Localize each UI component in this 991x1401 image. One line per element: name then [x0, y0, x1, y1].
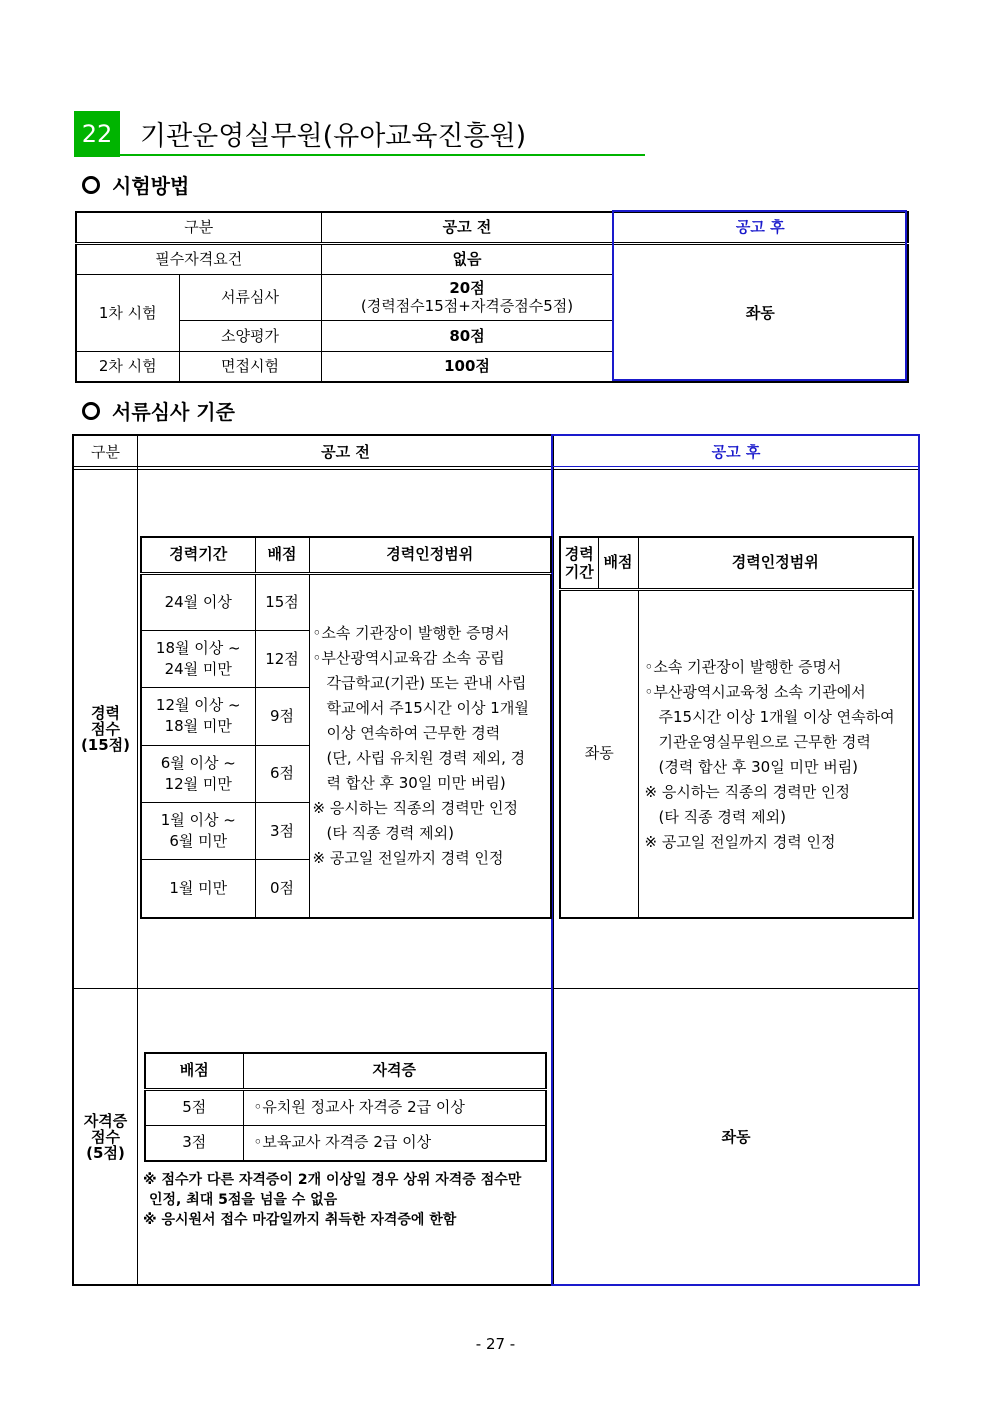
range-line: ※ 응시하는 직종의 경력만 인정 — [312, 798, 519, 817]
period-line: 6월 이상 ~ — [160, 753, 236, 772]
header-score: 배점 — [255, 537, 309, 573]
header-before: 공고 전 — [321, 212, 613, 243]
cert-cell: ◦보육교사 자격증 2급 이상 — [243, 1125, 546, 1161]
cert-before-table — [144, 1052, 547, 1162]
period-line: 1월 이상 ~ — [160, 811, 236, 830]
circle-bullet-icon — [82, 176, 100, 194]
range-line: 기관운영실무원으로 근무한 경력 — [658, 732, 871, 751]
period-line: 12월 이상 ~ — [155, 696, 241, 715]
period-cell — [141, 860, 255, 918]
header-career-range: 경력인정범위 — [638, 537, 913, 589]
career-label-line: 경력 — [91, 704, 120, 722]
header-line: 기간 — [564, 562, 594, 581]
header-career-range: 경력인정범위 — [309, 537, 551, 573]
header-gubun: 구분 — [76, 212, 321, 243]
section-heading-document-criteria — [82, 396, 235, 425]
cert-after-same: 좌동 — [721, 1128, 751, 1146]
section-title: 서류심사 기준 — [112, 400, 235, 424]
period-cell — [141, 802, 255, 859]
header-career-period — [560, 537, 598, 589]
score-cell: 5점 — [145, 1089, 243, 1125]
row-label-certificate — [74, 989, 137, 1284]
range-line: (경력 합산 후 30일 미만 버림) — [658, 757, 859, 776]
doc-score: 20점 — [449, 279, 485, 297]
circle-bullet-icon — [82, 402, 100, 420]
period-cell — [141, 573, 255, 630]
career-range-cell — [309, 573, 551, 918]
score-cell: 0점 — [255, 860, 309, 918]
career-after-table — [559, 536, 914, 919]
range-line: ※ 공고일 전일까지 경력 인정 — [644, 832, 836, 851]
label-aptitude: 소양평가 — [179, 320, 321, 351]
period-cell — [141, 630, 255, 687]
page-title: 기관운영실무원(유아교육진흥원) — [140, 121, 527, 152]
row-label-requirement: 필수자격요건 — [76, 243, 321, 274]
note-line: 인정, 최대 5점을 넘을 수 없음 — [149, 1192, 338, 1208]
header-line: 경력 — [564, 544, 594, 563]
header-gubun: 구분 — [91, 442, 120, 461]
range-line: ※ 공고일 전일까지 경력 인정 — [312, 848, 504, 867]
range-line: 력 합산 후 30일 미만 버림) — [326, 773, 506, 792]
section-title: 시험방법 — [112, 174, 190, 198]
header-after: 공고 후 — [613, 212, 908, 243]
col-divider-1 — [137, 436, 138, 1284]
range-line: (타 직종 경력 제외) — [326, 823, 454, 842]
range-line: ◦소속 기관장이 발행한 증명서 — [312, 623, 510, 642]
section-number-badge: 22 — [74, 111, 120, 157]
header-certificate: 자격증 — [243, 1053, 546, 1089]
header-score: 배점 — [145, 1053, 243, 1089]
range-line: 각급학교(기관) 또는 관내 사립 — [326, 673, 527, 692]
period-cell — [141, 688, 255, 745]
period-line: 24월 미만 — [164, 660, 232, 679]
score-cell: 15점 — [255, 573, 309, 630]
score-cell: 3점 — [255, 802, 309, 859]
career-before-table — [140, 536, 552, 919]
header-before: 공고 전 — [321, 442, 370, 461]
period-score-same: 좌동 — [560, 589, 638, 918]
range-line: 주15시간 이상 1개월 이상 연속하여 — [658, 707, 895, 726]
range-line: ◦부산광역시교육청 소속 기관에서 — [644, 682, 866, 701]
label-first-exam: 1차 시험 — [76, 274, 179, 351]
header-divider-2 — [74, 469, 918, 470]
career-label-line: (15점) — [80, 736, 131, 754]
range-line: (타 직종 경력 제외) — [658, 807, 786, 826]
cert-label-line: 자격증 — [83, 1111, 128, 1130]
score-cell: 3점 — [145, 1125, 243, 1161]
career-label-line: 점수 — [91, 720, 120, 738]
section-heading-exam-method — [82, 170, 189, 199]
range-line: 이상 연속하여 근무한 경력 — [326, 723, 501, 742]
value-interview-before: 100점 — [321, 351, 613, 382]
range-line: ◦소속 기관장이 발행한 증명서 — [644, 657, 842, 676]
cert-label-line: (5점) — [86, 1143, 125, 1162]
value-after-same: 좌동 — [613, 243, 908, 382]
score-cell: 9점 — [255, 688, 309, 745]
cert-label-line: 점수 — [91, 1127, 120, 1146]
score-cell: 12점 — [255, 630, 309, 687]
period-cell — [141, 745, 255, 802]
period-line: 1월 미만 — [169, 879, 228, 898]
title-underline — [74, 154, 645, 156]
cert-notes — [143, 1170, 521, 1230]
page-number: - 27 - — [475, 1335, 516, 1353]
period-line: 6월 미만 — [169, 832, 228, 851]
header-score: 배점 — [598, 537, 638, 589]
label-document-review: 서류심사 — [179, 274, 321, 320]
header-after: 공고 후 — [711, 442, 761, 461]
doc-score-detail: (경력점수15점+자격증점수5점) — [360, 297, 574, 315]
period-line: 24월 이상 — [164, 592, 232, 611]
note-line: ※ 응시원서 접수 마감일까지 취득한 자격증에 한함 — [143, 1212, 457, 1228]
range-line: 학교에서 주15시간 이상 1개월 — [326, 698, 529, 717]
period-line: 18월 이상 ~ — [155, 639, 241, 658]
range-line: ◦부산광역시교육감 소속 공립 — [312, 648, 505, 667]
period-line: 18월 미만 — [164, 717, 232, 736]
career-range-text — [313, 621, 551, 871]
after-header-divider — [553, 466, 919, 467]
header-career-period: 경력기간 — [141, 537, 255, 573]
range-line: (단, 사립 유치원 경력 제외, 경 — [326, 748, 526, 767]
period-line: 12월 미만 — [164, 774, 232, 793]
cert-cell: ◦유치원 정교사 자격증 2급 이상 — [243, 1089, 546, 1125]
label-second-exam: 2차 시험 — [76, 351, 179, 382]
label-interview: 면접시험 — [179, 351, 321, 382]
exam-method-table — [75, 211, 909, 383]
row-label-career — [74, 470, 137, 988]
note-line: ※ 점수가 다른 자격증이 2개 이상일 경우 상위 자격증 점수만 — [143, 1172, 522, 1188]
career-range-text — [645, 655, 913, 855]
score-cell: 6점 — [255, 745, 309, 802]
range-line: ※ 응시하는 직종의 경력만 인정 — [644, 782, 851, 801]
value-requirement-before: 없음 — [321, 243, 613, 274]
career-range-cell — [638, 589, 913, 918]
value-document-review-before — [321, 274, 613, 320]
value-aptitude-before: 80점 — [321, 320, 613, 351]
